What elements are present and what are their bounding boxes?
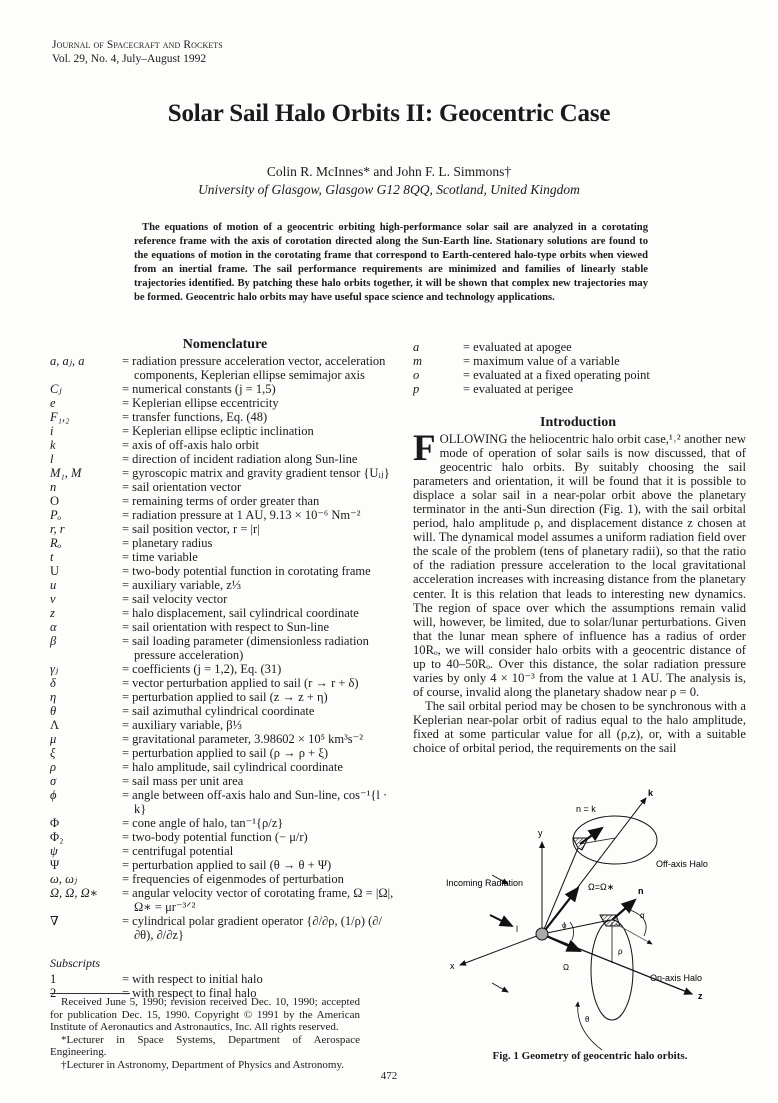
figure-caption: Fig. 1 Geometry of geocentric halo orbits.: [492, 1050, 688, 1062]
x-axis: [460, 934, 542, 965]
nomenclature-entry: [50, 718, 395, 732]
nomenclature-entry: [50, 858, 395, 872]
page-number: 472: [380, 1070, 398, 1082]
nomenclature-entry: [50, 620, 395, 634]
nomenclature-entry: [50, 634, 395, 662]
nomenclature-symbol: θ: [50, 704, 57, 718]
nomenclature-definition: = auxiliary variable, β⅓: [122, 718, 242, 732]
nomenclature-symbol: z: [50, 606, 55, 620]
nomenclature-entry: [50, 662, 395, 676]
footnotes: [50, 996, 360, 1072]
subscript-definition: = evaluated at a fixed operating point: [463, 368, 650, 382]
nomenclature-symbol: M₁, M: [50, 466, 82, 480]
drop-cap: F: [413, 428, 436, 469]
nomenclature-entry: [50, 354, 395, 382]
footnote-author-2: †Lecturer in Astronomy, Department of Physics and Astronomy.: [61, 1058, 344, 1071]
subscript-definition: = with respect to initial halo: [122, 972, 263, 986]
volume-line: Vol. 29, No. 4, July–August 1992: [52, 53, 207, 65]
nomenclature-entry: [50, 410, 395, 424]
nomenclature-symbol: e: [50, 396, 56, 410]
nomenclature-entry: [50, 466, 395, 480]
label-omega-star: Ω=Ω∗: [588, 882, 615, 892]
subscript-entry: [50, 972, 395, 986]
nomenclature-definition: = angular velocity vector of corotating frame, Ω = |Ω|, Ω∗ = μr⁻³ᐟ²: [122, 886, 394, 914]
nomenclature-definition: = two-body potential function in corotating frame: [122, 564, 371, 578]
subscript-symbol: m: [413, 354, 423, 368]
nomenclature-symbol: i: [50, 424, 54, 438]
subscript-symbol: a: [413, 340, 420, 354]
label-z: z: [698, 991, 703, 1001]
nomenclature-definition: = sail velocity vector: [122, 592, 228, 606]
label-phi: ϕ: [562, 921, 567, 930]
subscript-definition: = evaluated at apogee: [463, 340, 572, 354]
nomenclature-symbol: t: [50, 550, 54, 564]
label-omega: Ω: [563, 963, 569, 972]
nomenclature-symbol: l: [50, 452, 54, 466]
author-block: [0, 163, 778, 199]
footnote-author-1: *Lecturer in Space Systems, Department of Aerospace Engineering.: [50, 1033, 360, 1059]
nomenclature-title: Nomenclature: [182, 337, 268, 352]
nomenclature-definition: = gravitational parameter, 3.98602 × 10⁵ km³s⁻²: [122, 732, 364, 746]
nomenclature-definition: = angle between off-axis halo and Sun-line, cos⁻¹{l · k}: [122, 788, 388, 816]
label-y: y: [538, 828, 543, 838]
nomenclature-entry: [50, 396, 395, 410]
journal-name: Journal of Spacecraft and Rockets: [52, 39, 223, 51]
nomenclature-definition: = sail position vector, r = |r|: [122, 522, 260, 536]
nomenclature-entry: [50, 844, 395, 858]
nomenclature-definition: = Keplerian ellipse eccentricity: [122, 396, 279, 410]
subscript-entry: [413, 340, 743, 354]
nomenclature-entry: [50, 550, 395, 564]
nomenclature-definition: = sail orientation with respect to Sun-line: [122, 620, 330, 634]
nomenclature-symbol: a, aⱼ, a: [50, 354, 85, 368]
nomenclature-symbol: μ: [50, 732, 57, 746]
nomenclature-entry: [50, 704, 395, 718]
nomenclature-symbol: ξ: [50, 746, 56, 760]
subscript-definition: = maximum value of a variable: [463, 354, 620, 368]
nomenclature-entry: [50, 494, 395, 508]
subscripts-continued: [413, 340, 743, 396]
nomenclature-symbol: v: [50, 592, 56, 606]
nomenclature-symbol: Pₒ: [50, 508, 62, 522]
paper-title: Solar Sail Halo Orbits II: Geocentric Case: [167, 100, 611, 127]
nomenclature-entry: [50, 438, 395, 452]
introduction-heading: Introduction: [540, 415, 616, 430]
subscript-entry: [413, 368, 743, 382]
nomenclature-definition: = sail loading parameter (dimensionless radiation pressure acceleration): [122, 634, 369, 662]
nomenclature-symbol: u: [50, 578, 57, 592]
label-incoming: Incoming Radiation: [446, 878, 524, 888]
nomenclature-symbol: Λ: [50, 718, 60, 732]
nomenclature-definition: = sail orientation vector: [122, 480, 242, 494]
nomenclature-symbol: β: [50, 634, 57, 648]
nomenclature-definition: = Keplerian ellipse ecliptic inclination: [122, 424, 314, 438]
nomenclature-definition: = sail mass per unit area: [122, 774, 244, 788]
subscript-symbol: o: [413, 368, 420, 382]
nomenclature-definition: = perturbation applied to sail (θ → θ + Ψ): [122, 858, 332, 872]
nomenclature-entry: [50, 690, 395, 704]
subscript-symbol: p: [413, 382, 420, 396]
nomenclature-symbol: δ: [50, 676, 56, 690]
nomenclature-entry: [50, 816, 395, 830]
nomenclature-entry: [50, 732, 395, 746]
label-alpha: α: [640, 911, 645, 920]
nomenclature-entry: [50, 914, 395, 942]
nomenclature-entry: [50, 578, 395, 592]
subscript-symbol: 2: [50, 986, 57, 1000]
nomenclature-definition: = transfer functions, Eq. (48): [122, 410, 268, 424]
label-n: n: [638, 886, 644, 896]
abstract: The equations of motion of a geocentric orbiting high-performance solar sail are analyzed in a corotating reference frame with the axis of corotation directed along the Sun-Earth line. Stationary solutions are found to the equations of motion in the corotating frame that correspond to Earth-centered halo-type orbits when viewed from an inertial frame. The sail performance requirements are minimized and families of linearly stable trajectories identified. By patching these halo orbits together, it will be shown that complex new trajectories may be formed. Geocentric halo orbits may have useful space science and technology applications.: [134, 222, 648, 304]
nomenclature-entry: [50, 830, 395, 844]
nomenclature-symbol: α: [50, 620, 57, 634]
subscript-entry: [413, 354, 743, 368]
nomenclature-definition: = radiation pressure acceleration vector, acceleration components, Keplerian ellipse semimajor axis: [122, 354, 386, 382]
nomenclature-definition: = halo amplitude, sail cylindrical coordinate: [122, 760, 343, 774]
nomenclature-definition: = remaining terms of order greater than: [122, 494, 320, 508]
nomenclature-definition: = perturbation applied to sail (ρ → ρ + ξ): [122, 746, 329, 760]
nomenclature-entry: [50, 760, 395, 774]
nomenclature-symbol: ψ: [50, 844, 58, 858]
introduction-body: [413, 428, 746, 756]
nomenclature-symbol: Ψ: [50, 858, 60, 872]
label-k: k: [648, 788, 654, 798]
nomenclature-entry: [50, 382, 395, 396]
nomenclature-symbol: η: [50, 690, 57, 704]
authors: Colin R. McInnes* and John F. L. Simmons†: [266, 164, 512, 179]
nomenclature-symbol: Cⱼ: [50, 382, 62, 396]
subscript-definition: = evaluated at perigee: [463, 382, 574, 396]
nomenclature-entry: [50, 886, 395, 914]
journal-header: [52, 38, 223, 66]
earth-icon: [536, 928, 548, 940]
nomenclature-entry: [50, 452, 395, 466]
sail-line-upper: [542, 848, 578, 934]
nomenclature-definition: = perturbation applied to sail (z → z + η): [122, 690, 328, 704]
nomenclature-symbol: γⱼ: [50, 662, 59, 676]
nomenclature-definition: = axis of off-axis halo orbit: [122, 438, 259, 452]
nomenclature-symbol: F₁,₂: [50, 410, 70, 424]
nomenclature-entry: [50, 480, 395, 494]
nomenclature-symbol: ω, ωⱼ: [50, 872, 78, 886]
label-x: x: [450, 961, 455, 971]
nomenclature-entry: [50, 774, 395, 788]
subscript-definition: = with respect to final halo: [122, 986, 257, 1000]
nomenclature-entry: [50, 606, 395, 620]
nomenclature-symbol: Ω, Ω, Ω∗: [50, 886, 99, 900]
nomenclature-definition: = frequencies of eigenmodes of perturbation: [122, 872, 344, 886]
figure-1-diagram: [430, 770, 750, 1050]
nomenclature-definition: = cone angle of halo, tan⁻¹{ρ/z}: [122, 816, 284, 830]
nomenclature-definition: = cylindrical polar gradient operator {∂/∂ρ, (1/ρ) (∂/∂θ), ∂/∂z}: [122, 914, 382, 942]
subscripts-title: Subscripts: [50, 956, 101, 970]
nomenclature-definition: = auxiliary variable, z⅓: [122, 578, 242, 592]
nomenclature-symbol: Φ₂: [50, 830, 64, 844]
nomenclature-definition: = numerical constants (j = 1,5): [122, 382, 276, 396]
label-theta: θ: [585, 1015, 590, 1024]
nomenclature-symbol: σ: [50, 774, 57, 788]
nomenclature-definition: = vector perturbation applied to sail (r → r + δ): [122, 676, 359, 690]
label-on-axis: On-axis Halo: [650, 973, 703, 983]
subscript-entry: [413, 382, 743, 396]
nomenclature-definition: = sail azimuthal cylindrical coordinate: [122, 704, 315, 718]
radiation-arrow-l: [490, 915, 512, 926]
affiliation: University of Glasgow, Glasgow G12 8QQ, Scotland, United Kingdom: [198, 182, 580, 197]
nomenclature-entry: [50, 676, 395, 690]
label-n-eq-k: n = k: [576, 804, 596, 814]
nomenclature-symbol: r, r: [50, 522, 65, 536]
nomenclature-entry: [50, 564, 395, 578]
nomenclature-symbol: ρ: [50, 760, 56, 774]
nomenclature-definition: = two-body potential function (− μ/r): [122, 830, 308, 844]
nomenclature-list: [50, 354, 395, 1000]
nomenclature-definition: = planetary radius: [122, 536, 213, 550]
nomenclature-symbol: Rₒ: [50, 536, 62, 550]
footnote-received: Received June 5, 1990; revision received Dec. 10, 1990; accepted for publication Dec. 15, 1990. Copyright © 1991 by the American Institute of Aeronautics and Astronautics, Inc. All rights reserved.: [50, 996, 360, 1034]
subscript-symbol: 1: [50, 972, 57, 986]
nomenclature-entry: [50, 508, 395, 522]
nomenclature-definition: = gyroscopic matrix and gravity gradient tensor {Uᵢⱼ}: [122, 466, 390, 480]
footnote-rule: [50, 993, 130, 994]
nomenclature-symbol: Φ: [50, 816, 60, 830]
nomenclature-entry: [50, 788, 395, 816]
nomenclature-definition: = coefficients (j = 1,2), Eq. (31): [122, 662, 282, 676]
nomenclature-definition: = direction of incident radiation along Sun-line: [122, 452, 358, 466]
nomenclature-definition: = radiation pressure at 1 AU, 9.13 × 10⁻⁶ Nm⁻²: [122, 508, 361, 522]
nomenclature-entry: [50, 522, 395, 536]
nomenclature-definition: = centrifugal potential: [122, 844, 234, 858]
nomenclature-symbol: U: [50, 564, 60, 578]
nomenclature-definition: = halo displacement, sail cylindrical coordinate: [122, 606, 359, 620]
label-rho: ρ: [618, 947, 623, 956]
intro-paragraph-1: FOLLOWING the heliocentric halo orbit case,¹˒² another new mode of operation of solar sails is now discussed, that of geocentric halo orbits. By suitably choosing the sail parameters and orientation, it will be found that it is possible to displace a solar sail in a near-polar orbit above the planetary terminator in the anti-Sun direction (Fig. 1), with the sail orbital period, halo amplitude ρ, and displacement distance z chosen at will. The dynamical model assumes a uniform radiation field over the scale of the problem (tens of planetary radii), so that the ratio of the radiation pressure acceleration to the local gravitational acceleration increases with increasing distance from the planetary center. It is this relation that leads to interesting new dynamics. The region of space over which the assumptions remain valid will, however, be limited, due to solar/lunar perturbations. Given that the lunar mean sphere of influence has a radius of order 10Rₒ, we will consider halo orbits with a geocentric distance of up to 40–50Rₒ. Over this distance, the solar radiation pressure varies by only 4 × 10⁻³ from the value at 1 AU. The analysis is, of course, invalid along the planetary shadow near ρ = 0.: [413, 428, 746, 699]
nomenclature-entry: [50, 424, 395, 438]
nomenclature-symbol: k: [50, 438, 56, 452]
nomenclature-symbol: n: [50, 480, 57, 494]
nomenclature-entry: [50, 536, 395, 550]
radiation-arrow-2: [492, 983, 508, 992]
nomenclature-definition: = time variable: [122, 550, 198, 564]
nomenclature-symbol: ϕ: [50, 788, 57, 802]
nomenclature-symbol: ∇: [50, 914, 59, 928]
nomenclature-entry: [50, 746, 395, 760]
label-off-axis: Off-axis Halo: [656, 859, 708, 869]
intro-paragraph-2: The sail orbital period may be chosen to be synchronous with a Keplerian near-polar orbit of radius equal to the halo amplitude, fixed at some particular value for all (ρ,z), or, with a suitable choice of orbital period, the requirements on the sail: [413, 698, 746, 756]
nomenclature-symbol: O: [50, 494, 60, 508]
nomenclature-entry: [50, 872, 395, 886]
label-l: l: [516, 924, 518, 934]
nomenclature-entry: [50, 592, 395, 606]
